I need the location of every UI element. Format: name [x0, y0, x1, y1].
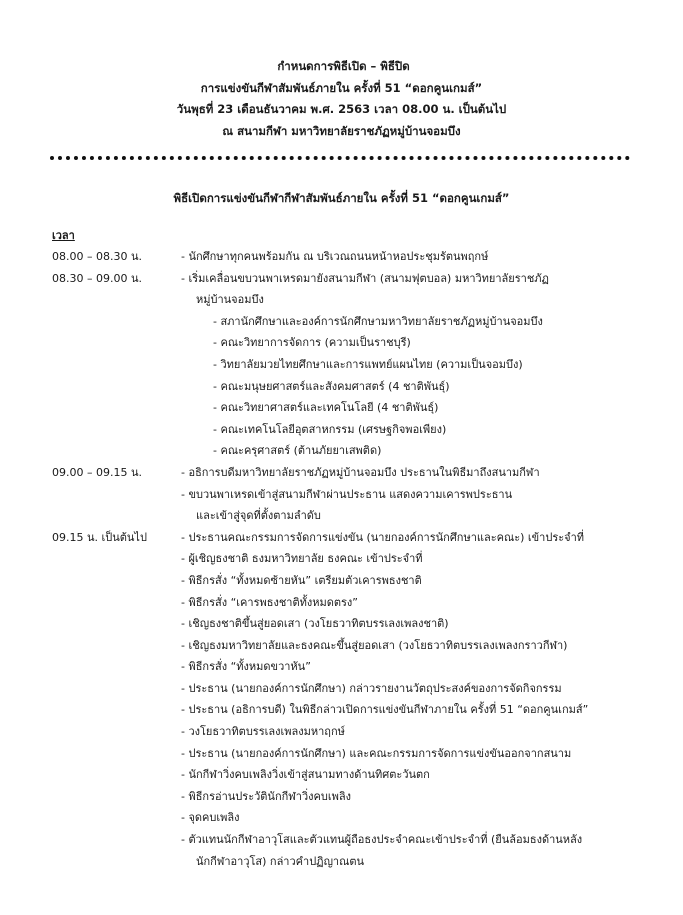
schedule-row	[0, 592, 683, 614]
schedule-row	[0, 656, 683, 678]
schedule-item-continuation: นักกีฬาอาวุโส) กล่าวคำปฏิญาณตน	[196, 854, 364, 868]
schedule-item: - ผู้เชิญธงชาติ ธงมหาวิทยาลัย ธงคณะ เข้าประจำที่	[181, 552, 423, 566]
header-venue: ณ สนามกีฬา มหาวิทยาลัยราชภัฏหมู่บ้านจอมบึง	[222, 123, 461, 138]
schedule-row	[0, 268, 683, 290]
parade-group-item: - คณะมนุษยศาสตร์และสังคมศาสตร์ (4 ชาติพันธุ์)	[213, 379, 450, 393]
schedule-item: - พิธีกรสั่ง “เคารพธงชาติทั้งหมดตรง”	[181, 595, 358, 609]
schedule-item: - ประธาน (นายกองค์การนักศึกษา) กล่าวรายงานวัตถุประสงค์ของการจัดกิจกรรม	[181, 681, 562, 695]
schedule-list	[0, 246, 683, 872]
schedule-row	[0, 764, 683, 786]
schedule-item: - พิธีกรอ่านประวัตินักกีฬาวิ่งคบเพลิง	[181, 789, 351, 803]
schedule-item: - พิธีกรสั่ง “ทั้งหมดขวาหัน”	[181, 660, 311, 674]
schedule-row	[0, 440, 683, 462]
schedule-row	[0, 613, 683, 635]
document-header	[0, 56, 683, 142]
schedule-row	[0, 484, 683, 506]
schedule-item: - วงโยธวาทิตบรรเลงเพลงมหาฤกษ์	[181, 725, 345, 739]
schedule-time: 09.15 น. เป็นต้นไป	[52, 530, 147, 544]
section-title: พิธีเปิดการแข่งขันกีฬากีฬาสัมพันธ์ภายใน ครั้งที่ 51 “ดอกคูนเกมส์”	[173, 191, 510, 205]
schedule-row	[0, 397, 683, 419]
parade-group-item: - วิทยาลัยมวยไทยศึกษาและการแพทย์แผนไทย (ความเป็นจอมบึง)	[213, 357, 523, 371]
schedule-item: - นักกีฬาวิ่งคบเพลิงวิ่งเข้าสู่สนามทางด้านทิศตะวันตก	[181, 768, 430, 782]
schedule-time: 08.30 – 09.00 น.	[52, 271, 142, 285]
schedule-item: - ประธาน (นายกองค์การนักศึกษา) และคณะกรรมการจัดการแข่งขันออกจากสนาม	[181, 746, 572, 760]
schedule-row	[0, 505, 683, 527]
schedule-item-continuation: หมู่บ้านจอมบึง	[196, 293, 264, 307]
schedule-item: - ตัวแทนนักกีฬาอาวุโสและตัวแทนผู้ถือธงประจำคณะเข้าประจำที่ (ยืนล้อมธงด้านหลัง	[181, 833, 583, 847]
schedule-item: - นักศึกษาทุกคนพร้อมกัน ณ บริเวณถนนหน้าหอประชุมรัตนพฤกษ์	[181, 250, 489, 263]
schedule-item: - เชิญธงชาติขึ้นสู่ยอดเสา (วงโยธวาทิตบรรเลงเพลงชาติ)	[181, 617, 449, 631]
schedule-time: 08.00 – 08.30 น.	[52, 250, 142, 263]
parade-group-item: - สภานักศึกษาและองค์การนักศึกษามหาวิทยาลัยราชภัฏหมู่บ้านจอมบึง	[213, 314, 543, 328]
schedule-item: - เริ่มเคลื่อนขบวนพาเหรดมายังสนามกีฬา (สนามฟุตบอล) มหาวิทยาลัยราชภัฏ	[181, 271, 549, 285]
parade-group-item: - คณะครุศาสตร์ (ต้านภัยยาเสพติด)	[213, 444, 382, 458]
schedule-item: - เชิญธงมหาวิทยาลัยและธงคณะขึ้นสู่ยอดเสา (วงโยธวาทิตบรรเลงเพลงกราวกีฬา)	[181, 638, 568, 652]
schedule-row	[0, 527, 683, 549]
schedule-row	[0, 289, 683, 311]
schedule-row	[0, 699, 683, 721]
schedule-item: - อธิการบดีมหาวิทยาลัยราชภัฏหมู่บ้านจอมบึง ประธานในพิธีมาถึงสนามกีฬา	[181, 465, 540, 479]
header-title: กำหนดการพิธีเปิด – พิธีปิด	[277, 59, 410, 73]
schedule-item-continuation: และเข้าสู่จุดที่ตั้งตามลำดับ	[196, 509, 321, 523]
schedule-time: 09.00 – 09.15 น.	[52, 465, 142, 479]
parade-group-item: - คณะเทคโนโลยีอุตสาหกรรม (เศรษฐกิจพอเพียง)	[213, 422, 447, 436]
schedule-row	[0, 354, 683, 376]
header-event-name: การแข่งขันกีฬาสัมพันธ์ภายใน ครั้งที่ 51 “ดอกคูนเกมส์”	[200, 80, 483, 95]
schedule-row	[0, 548, 683, 570]
schedule-row	[0, 635, 683, 657]
schedule-row	[0, 570, 683, 592]
schedule-item: - จุดคบเพลิง	[181, 811, 240, 825]
schedule-row	[0, 311, 683, 333]
schedule-row	[0, 829, 683, 851]
schedule-row	[0, 678, 683, 700]
schedule-row	[0, 376, 683, 398]
dotted-divider	[50, 156, 630, 160]
parade-group-item: - คณะวิทยาศาสตร์และเทคโนโลยี (4 ชาติพันธุ์)	[213, 401, 439, 415]
schedule-row	[0, 807, 683, 829]
schedule-row	[0, 851, 683, 873]
schedule-row	[0, 246, 683, 268]
header-date-time: วันพุธที่ 23 เดือนธันวาคม พ.ศ. 2563 เวลา 08.00 น. เป็นต้นไป	[176, 102, 507, 116]
schedule-item: - ขบวนพาเหรดเข้าสู่สนามกีฬาผ่านประธาน แสดงความเคารพประธาน	[181, 487, 513, 501]
schedule-row	[0, 462, 683, 484]
schedule-row	[0, 419, 683, 441]
schedule-row	[0, 721, 683, 743]
time-column-heading: เวลา	[52, 229, 75, 242]
schedule-item: - ประธานคณะกรรมการจัดการแข่งขัน (นายกองค์การนักศึกษาและคณะ) เข้าประจำที่	[181, 530, 585, 544]
schedule-row	[0, 332, 683, 354]
schedule-item: - ประธาน (อธิการบดี) ในพิธีกล่าวเปิดการแข่งขันกีฬาภายใน ครั้งที่ 51 “ดอกคูนเกมส์”	[181, 703, 589, 717]
schedule-row	[0, 786, 683, 808]
schedule-row	[0, 743, 683, 765]
schedule-item: - พิธีกรสั่ง “ทั้งหมดซ้ายหัน” เตรียมตัวเคารพธงชาติ	[181, 573, 422, 587]
parade-group-item: - คณะวิทยาการจัดการ (ความเป็นราชบุรี)	[213, 336, 411, 350]
